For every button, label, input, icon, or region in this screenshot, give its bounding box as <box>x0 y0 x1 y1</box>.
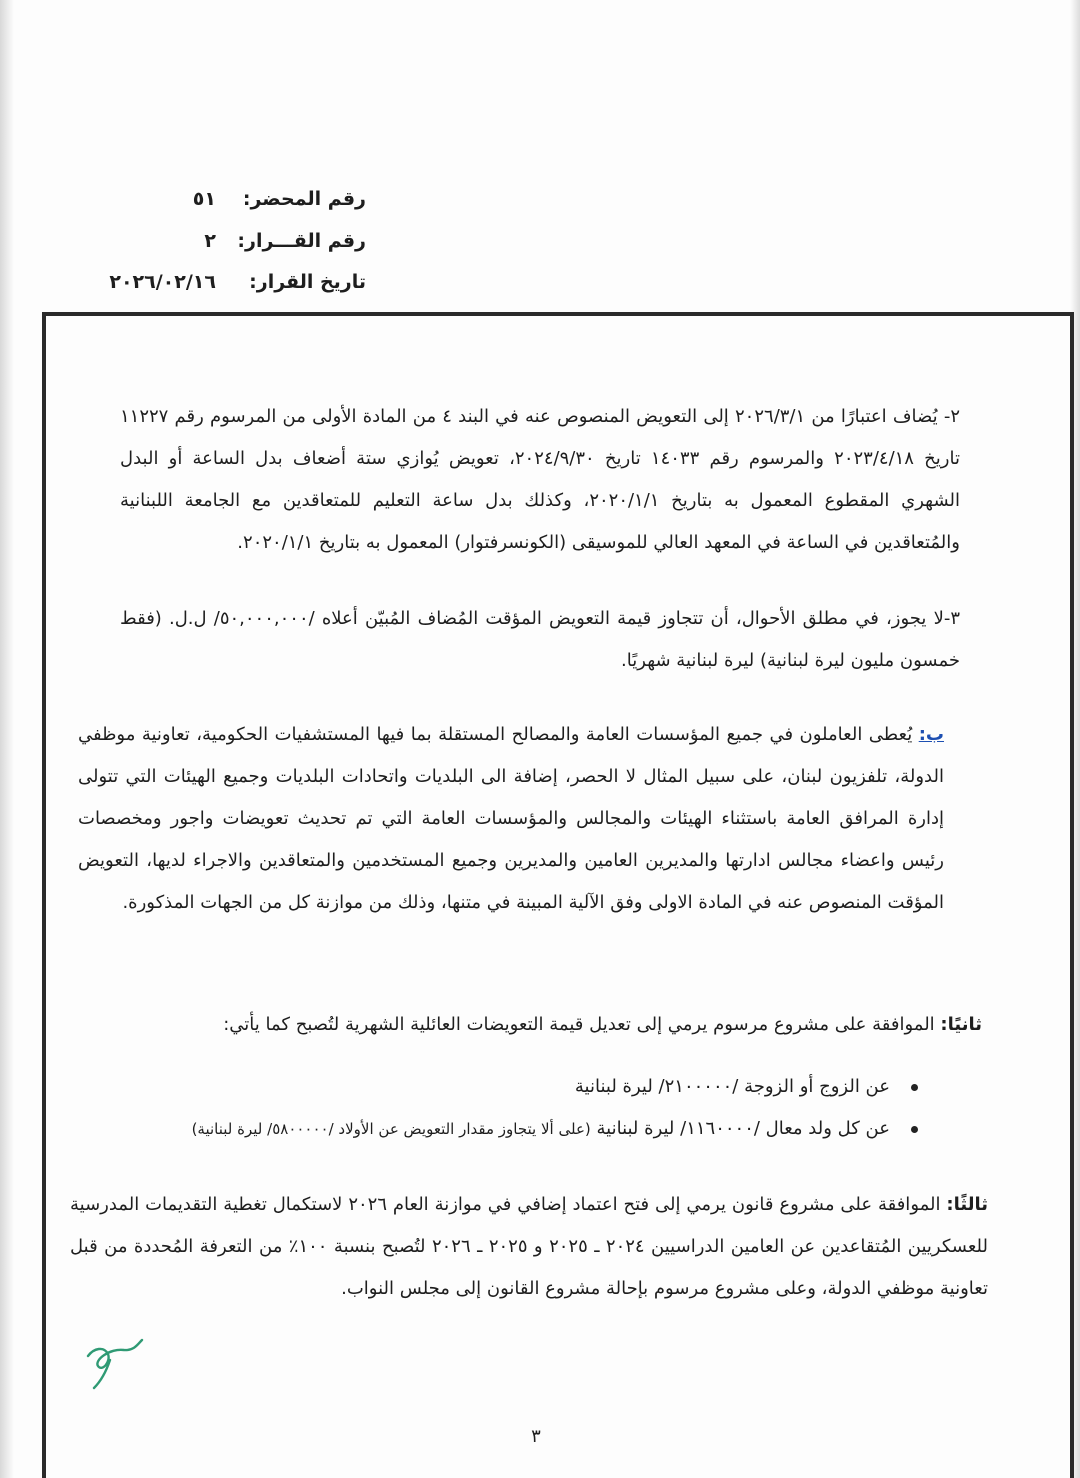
list-item-spouse: عن الزوج أو الزوجة /٢١٠٠٠٠٠/ ليرة لبنانية <box>76 1066 916 1108</box>
paragraph-item-3: ٣-لا يجوز، في مطلق الأحوال، أن تتجاوز قيمة التعويض المؤقت المُضاف المُبيّن أعلاه /٥٠,٠٠٠,٠٠٠/ ل.ل. (فقط خمسون مليون ليرة لبنانية) ليرة لبنانية شهريًا. <box>120 608 960 671</box>
paragraph-third <box>70 1184 988 1310</box>
family-allowance-list <box>76 1066 916 1150</box>
decision-number-label: رقم القـــرار: <box>237 230 366 252</box>
decision-date-row <box>109 267 366 297</box>
paragraph-second <box>82 1004 982 1046</box>
paragraph-b <box>78 714 944 924</box>
bullet-icon <box>911 1084 918 1091</box>
section-second-label: ثانيًا: <box>940 1014 982 1035</box>
page-number: ٣ <box>531 1426 541 1447</box>
child-allowance-note: (على ألا يتجاوز مقدار التعويض عن الأولاد /٥٨٠٠٠٠٠/ ليرة لبنانية) <box>191 1120 591 1138</box>
signature-initial <box>80 1326 150 1396</box>
bullet-icon <box>911 1126 918 1133</box>
section-second-text: الموافقة على مشروع مرسوم يرمي إلى تعديل قيمة التعويضات العائلية الشهرية لتُصبح كما يأتي: <box>223 1014 941 1035</box>
section-third-text: الموافقة على مشروع قانون يرمي إلى فتح اعتماد إضافي في موازنة العام ٢٠٢٦ لاستكمال تغطية التقديمات المدرسية للعسكريين المُتقاعدين عن العامين الدراسيين ٢٠٢٤ ـ ٢٠٢٥ و ٢٠٢٥ ـ ٢٠٢٦ لتُصبح بنسبة ١٠٠٪ من التعرفة المُحددة من قبل تعاونية موظفي الدولة، وعلى مشروع مرسوم بإحالة مشروع القانون إلى مجلس النواب. <box>70 1194 988 1299</box>
section-b-text: يُعطى العاملون في جميع المؤسسات العامة والمصالح المستقلة بما فيها المستشفيات الحكومية، تعاونية موظفي الدولة، تلفزيون لبنان، على سبيل المثال لا الحصر، إضافة الى البلديات واتحادات البلديات وجميع الهيئات التي تتولى إدارة المرافق العامة باستثناء الهيئات والمجالس والمؤسسات العامة التي تم تحديث تعويضات واجور ومخصصات رئيس واعضاء مجالس ادارتها والمديرين العامين والمديرين وجميع المستخدمين والمتعاقدين والاجراء لديها، التعويض المؤقت المنصوص عنه في المادة الاولى وفق الآلية المبينة في متنها، وذلك من موازنة كل من الجهات المذكورة. <box>78 724 944 913</box>
decision-number-row <box>204 226 366 256</box>
section-b-label: ب: <box>918 724 944 745</box>
list-item-child: عن كل ولد معال /١١٦٠٠٠٠/ ليرة لبنانية (على ألا يتجاوز مقدار التعويض عن الأولاد /٥٨٠٠٠٠٠/ ليرة لبنانية) <box>76 1108 916 1150</box>
minutes-number-value: ٥١ <box>192 188 216 210</box>
minutes-number-label: رقم المحضر: <box>242 188 366 210</box>
decision-number-value: ٢ <box>204 230 216 252</box>
decision-date-label: تاريخ القرار: <box>249 271 366 293</box>
scan-shadow-left <box>0 0 14 1478</box>
paragraph-item-2: ٢- يُضاف اعتبارًا من ٢٠٢٦/٣/١ إلى التعويض المنصوص عنه في البند ٤ من المادة الأولى من المرسوم رقم ١١٢٢٧ تاريخ ٢٠٢٣/٤/١٨ والمرسوم رقم ١٤٠٣٣ تاريخ ٢٠٢٤/٩/٣٠، تعويض يُوازي ستة أضعاف بدل الساعة أو البدل الشهري المقطوع المعمول به بتاريخ ٢٠٢٠/١/١، وكذلك بدل ساعة التعليم للمتعاقدين مع الجامعة اللبنانية والمُتعاقدين في الساعة في المعهد العالي للموسيقى (الكونسرفتوار) المعمول به بتاريخ ٢٠٢٠/١/١. <box>120 406 960 553</box>
section-third-label: ثالثًا: <box>946 1194 988 1215</box>
minutes-number-row <box>193 184 366 214</box>
decision-date-value: ٢٠٢٦/٠٢/١٦ <box>109 271 216 293</box>
